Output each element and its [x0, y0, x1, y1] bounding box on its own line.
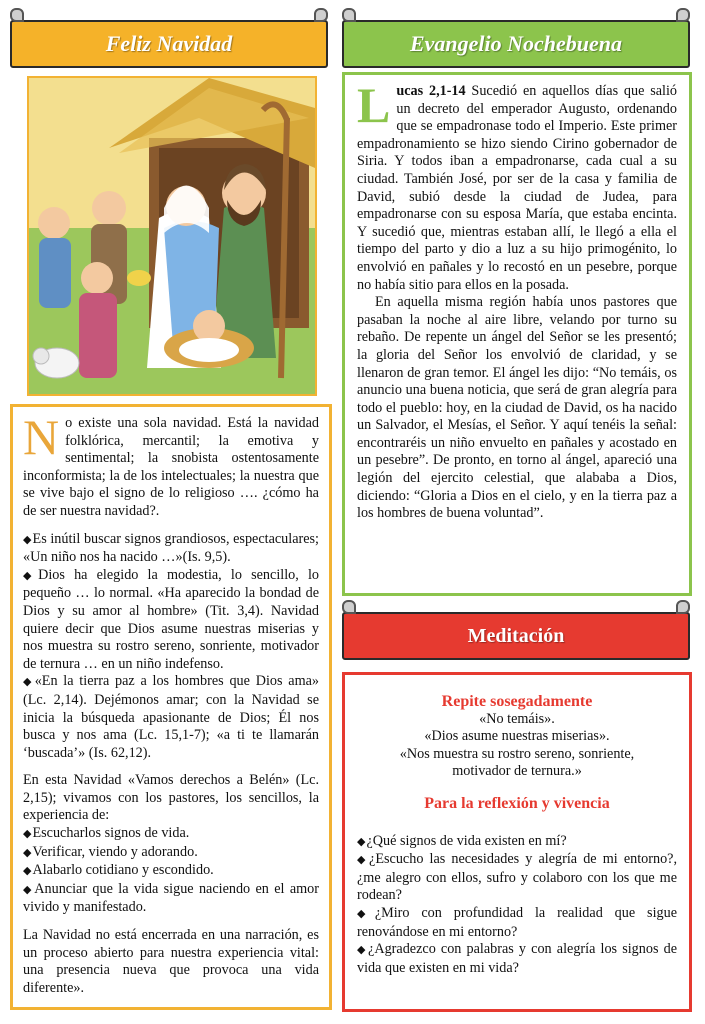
gospel-paragraph-1: [357, 77, 677, 294]
question-item: ◆ ¿Qué signos de vida existen en mí?: [357, 833, 677, 852]
banner-meditacion: Meditación: [342, 612, 690, 660]
meditation-title-reflection: Para la reflexión y vivencia: [424, 794, 610, 812]
bullet-item: ◆ Es inútil buscar signos grandiosos, espectaculares; «Un niño nos ha nacido …»(Is. 9,5).: [23, 531, 319, 567]
gospel-article: [342, 72, 692, 596]
meditation-title-repeat: Repite sosegadamente: [441, 693, 593, 710]
bullet-item: ◆ Anunciar que la vida sigue naciendo en el amor vivido y manifestado.: [23, 881, 319, 917]
bullet-item: ◆ «En la tierra paz a los hombres que Dios ama» (Lc. 2,14). Dejémonos amar; con la Navidad se inicia la búsqueda apasionante de Dios; Él nos busca y nos ama (Lc. 15,1-7); «a ti te llamarán ‘buscada’» (Is. 62,12).: [23, 673, 319, 762]
nativity-scene-icon: [29, 78, 315, 394]
bullet-item: ◆ Dios ha elegido la modestia, lo sencillo, lo pequeño … lo normal. «Ha aparecido la bondad de Dios y su amor al hombre» (Tit. 3,4). Navidad quiere decir que Dios asume nuestras miserias y nos muestra su rostro sereno, sonriente, motivador de ternura … en un niño indefenso.: [23, 567, 319, 674]
gospel-text-1: Sucedió en aquellos días que salió un decreto del emperador Augusto, ordenando que se empadronase todo el Imperio. Este primer empadronamiento se hizo siendo Cirino gobernador de Siria. Y todos iban a empadronarse, cada cual a su ciudad. También José, por ser de la casa y familia de David, subió desde la ciudad de Judea, para empadronarse con su esposa María, que estaba encinta. Y sucedió que, mientras estaban allí, le llegó a ella el tiempo del parto y dio a luz a su hijo primogénito, lo envolvió en pañales y lo recostó en un pesebre, porque no había sitio para ellos en la posada.: [357, 83, 677, 293]
meditation-line: «No temáis».: [479, 710, 555, 727]
bullet-item: ◆ Verificar, viendo y adorando.: [23, 844, 319, 863]
paragraph-belen: En esta Navidad «Vamos derechos a Belén» (Lc. 2,15); vivamos con los pastores, los sencillos, la experiencia de:: [23, 772, 319, 824]
bullet-item: ◆ Alabarlo cotidiano y escondido.: [23, 862, 319, 881]
meditation-line: «Dios asume nuestras miserias».: [424, 728, 610, 745]
meditation-box: [342, 672, 692, 1012]
nativity-illustration: [27, 76, 317, 396]
question-item: ◆ ¿Escucho las necesidades y alegría de mi entorno?, ¿me alegro con ellos, sufro y colaboro con los que me rodean?: [357, 851, 677, 905]
closing-paragraph: La Navidad no está encerrada en una narración, es un proceso abierto para nuestra experiencia vital: una presencia nueva que provoca una vida diferente».: [23, 927, 319, 996]
left-article: [10, 404, 332, 1010]
question-item: ◆ ¿Agradezco con palabras y con alegría los signos de vida que existen en mi vida?: [357, 941, 677, 977]
drop-cap-l: L: [357, 77, 391, 133]
intro-paragraph: o existe una sola navidad. Está la navidad folklórica, mercantil; la emotiva y sentimental; la snobista ostentosamente inconformista; la de los intelectuales; la nuestra que se vive bajo el signo de lo religioso …. ¿cómo ha de ser nuestra navidad?.: [23, 415, 319, 519]
gospel-reference: ucas 2,1-14: [396, 83, 466, 99]
question-item: ◆ ¿Miro con profundidad la realidad que sigue renovándose en mi entorno?: [357, 905, 677, 941]
bullet-item: ◆ Escucharlos signos de vida.: [23, 825, 319, 844]
meditation-line: motivador de ternura.»: [452, 763, 582, 780]
meditation-line: «Nos muestra su rostro sereno, sonriente,: [399, 745, 635, 762]
gospel-paragraph-2: En aquella misma región había unos pastores que pasaban la noche al aire libre, velando por turno su rebaño. De repente un ángel del Señor se les presentó; la gloria del Señor los envolvió de claridad, y se llenaron de gran temor. El ángel les dijo: “No temáis, os anuncio una buena noticia, que será de gran alegría para todo el pueblo: hoy, en la ciudad de David, os ha nacido un Salvador, el Mesías, el Señor. Y aquí tenéis la señal: encontraréis un niño envuelto en pañales y acostado en un pesebre”. De pronto, en torno al ángel, apareció una legión del ejercito celestial, que alababa a Dios, diciendo: “Gloria a Dios en el cielo, y en la tierra paz a los hombres de buena voluntad”.: [357, 294, 677, 522]
drop-cap-n: N: [23, 409, 60, 465]
banner-feliz-navidad: Feliz Navidad: [10, 20, 328, 68]
banner-evangelio: Evangelio Nochebuena: [342, 20, 690, 68]
